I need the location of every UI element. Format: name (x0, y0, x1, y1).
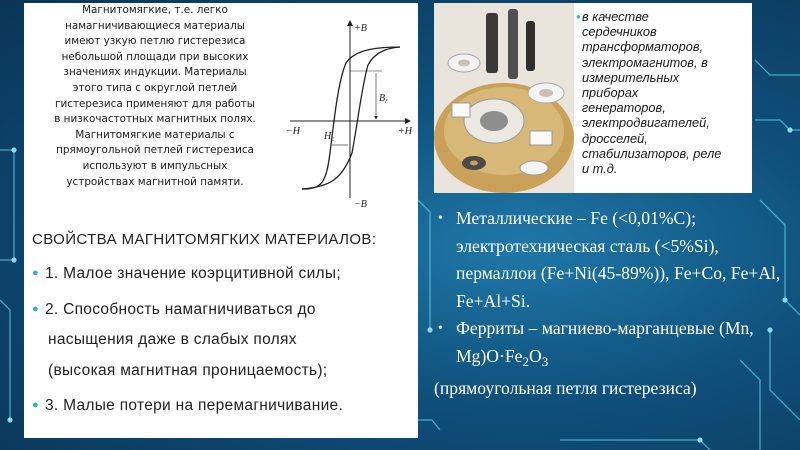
br-label: $B_r$ (379, 93, 388, 105)
bullet-icon: ● (32, 267, 39, 279)
plus-h-label: +H (398, 126, 412, 137)
description-panel (24, 3, 282, 213)
hysteresis-loop-diagram (282, 3, 418, 213)
description-text: Магнитомягкие, т.е. легко намагничивающиеся материалы имеют узкую петлю гистерезиса небольшой площади при высоких значениях индукции. Материалы этого типа с округлой петлей гистерезиса применяют для работы в низкочастотных магнитных полях. Магнитомягкие материалы с прямоугольной петлей гистерезиса используют в импульсных устройствах магнитной памяти. (54, 4, 256, 188)
minus-h-label: −H (286, 126, 300, 137)
bullet-icon: ● (576, 12, 581, 21)
bullet-icon: • (438, 211, 443, 226)
bullet-icon: ● (32, 303, 39, 315)
loop-curve-upper (302, 47, 400, 189)
materials-list (436, 205, 796, 403)
plus-b-label: +B (354, 23, 367, 34)
loop-curve-lower (302, 47, 400, 189)
hc-label: $H_c$ (324, 131, 335, 143)
properties-title: СВОЙСТВА МАГНИТОМЯГКИХ МАТЕРИАЛОВ: (32, 231, 377, 248)
property-item-2-cont: насыщения даже в слабых полях (48, 331, 297, 348)
property-item-2-cont2: (высокая магнитная проницаемость); (48, 362, 328, 379)
ferrites-note: (прямоугольная петля гистерезиса) (434, 378, 697, 398)
bullet-icon: ● (32, 399, 39, 411)
bullet-icon: • (438, 321, 443, 336)
magnetic-cores-photo (434, 3, 574, 193)
application-caption: в качестве сердечников трансформаторов, электромагнитов, в измерительных приборах генераторов, электродвигателей, дросселей, стабилизаторов, реле и т.д. (582, 9, 722, 177)
application-caption-panel (574, 3, 752, 193)
properties-panel (24, 213, 418, 438)
materials-item-ferrites: • Ферриты – магниево-марганцевые (Mn, $Mg)O\cdot Fe_2O_3$ (436, 315, 796, 375)
property-item-1: ● 1. Малое значение коэрцитивной силы; (32, 265, 341, 282)
cores-image (434, 3, 574, 193)
property-item-3: ● 3. Малые потери на перемагничивание. (32, 397, 344, 414)
hysteresis-graph-panel (282, 3, 418, 213)
materials-item-metallic: • Металлические – Fe (<0,01%C); электротехническая сталь (<5%Si), пермаллои (Fe+Ni(45-89%)), Fe+Co, Fe+Al, Fe+Al+Si. (436, 205, 796, 315)
property-item-2: ● 2. Способность намагничиваться до (32, 301, 316, 318)
minus-b-label: −B (354, 199, 367, 210)
